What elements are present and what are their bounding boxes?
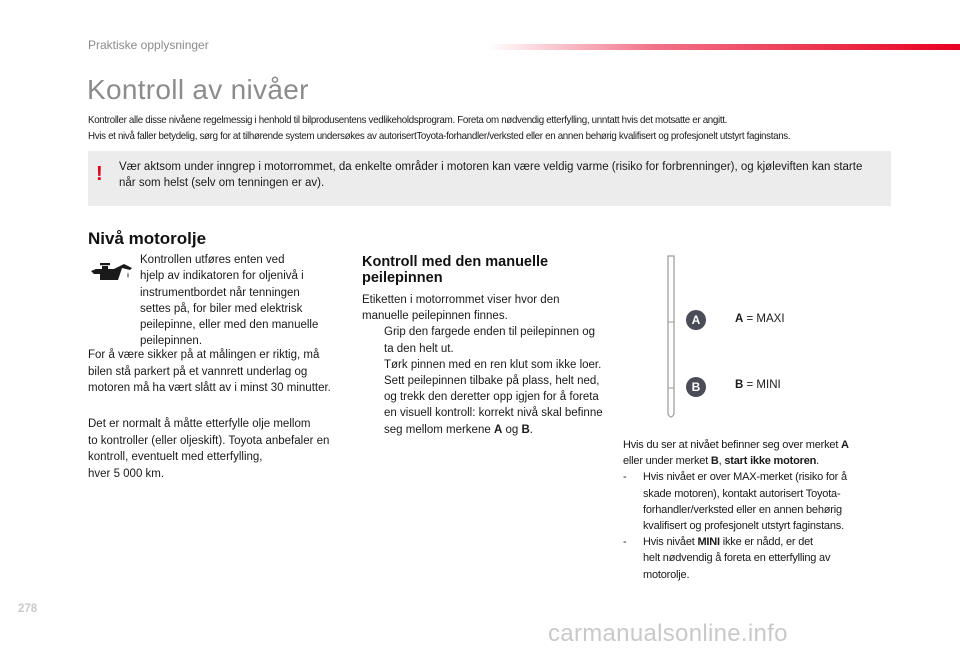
dipstick-intro-line: manuelle peilepinnen finnes. [362, 310, 508, 323]
list-item [362, 357, 627, 373]
measurement-line: motoren må ha vært slått av i minst 30 minutter. [88, 382, 331, 394]
mini-ref: MINI [697, 536, 720, 549]
mark-b-ref: B [710, 455, 719, 468]
intro-text [88, 112, 851, 144]
topup-line: to kontroller (eller oljeskift). Toyota anbefaler en [88, 434, 330, 447]
page-number: 278 [18, 603, 38, 615]
mark-a-label [735, 313, 785, 325]
page-title: Kontroll av nivåer [87, 74, 309, 105]
mark-b-text: = MINI [743, 379, 781, 391]
oil-check-line: hjelp av indikatoren for oljenivå i [140, 270, 304, 283]
mark-b-letter: B [735, 379, 744, 391]
dipstick-heading-line: peilepinnen [362, 270, 443, 286]
step-line: en visuell kontroll: korrekt nivå skal befinne [384, 407, 603, 420]
list-item [623, 469, 893, 534]
topup-line: hver 5 000 km. [88, 467, 165, 480]
mark-b-badge: B [686, 377, 706, 397]
oil-check-line: peilepinne, eller med den manuelle [140, 319, 319, 332]
mark-a-ref: A [841, 439, 849, 451]
dipstick-steps [362, 324, 627, 437]
step-line: og trekk den deretter opp igjen for å foreta [384, 391, 599, 404]
action-line: skade motoren), kontakt autorisert Toyota- [643, 487, 841, 500]
level-text: . [816, 455, 819, 468]
oil-can-icon [88, 258, 134, 288]
list-item [623, 534, 893, 583]
dipstick-illustration [660, 252, 682, 422]
action-line [643, 534, 893, 550]
level-text: , [718, 455, 725, 468]
dipstick-instructions [362, 292, 627, 438]
step-line: Tørk pinnen med en ren klut som ikke loer. [384, 358, 602, 371]
topup-line: kontroll, eventuelt med etterfylling, [88, 451, 263, 463]
level-warning-text [623, 437, 893, 583]
level-text: eller under merket [623, 455, 711, 468]
step-text: seg mellom merkene [384, 423, 494, 436]
action-line: forhandler/verksted eller en annen behørig [643, 503, 842, 516]
level-line [623, 453, 893, 469]
step-line: Sett peilepinnen tilbake på plass, helt ned, [384, 375, 600, 388]
level-line [623, 437, 893, 453]
oil-level-heading: Nivå motorolje [88, 229, 207, 248]
dash-marker: - [623, 471, 627, 484]
do-not-start-text: start ikke motoren [724, 455, 817, 468]
action-line: helt nødvendig å foreta en etterfylling av [643, 552, 831, 565]
oil-check-line: Kontrollen utføres enten ved [140, 254, 285, 266]
level-actions [623, 469, 893, 582]
level-text: Hvis du ser at nivået befinner seg over merket [623, 439, 842, 451]
dipstick-intro-line: Etiketten i motorrommet viser hvor den [362, 294, 560, 306]
action-text: Hvis nivået [643, 536, 698, 549]
step-line: Grip den fargede enden til peilepinnen og [384, 326, 595, 339]
measurement-line: For å være sikker på at målingen er riktig, må [88, 349, 320, 361]
topup-line: Det er normalt å måtte etterfylle olje mellom [88, 418, 311, 430]
oil-check-line: settes på, for biler med elektrisk [140, 302, 303, 315]
action-line: motorolje. [643, 568, 690, 581]
step-text: . [529, 423, 533, 436]
oil-check-line: instrumentbordet når tenningen [140, 286, 300, 299]
measurement-note [88, 347, 348, 397]
intro-line-1: Kontroller alle disse nivåene regelmessig i henhold til bilprodusentens vedlikeholdsprogram. Foreta om nødvendig etterfylling, unntatt hvis det motsatte er angitt. [88, 114, 728, 126]
mark-b-label [735, 379, 781, 391]
step-line: ta den helt ut. [384, 342, 454, 355]
dash-marker: - [623, 536, 627, 549]
oil-check-text [140, 252, 340, 350]
action-line: kvalifisert og profesjonelt utstyrt faginstans. [643, 520, 844, 533]
watermark: carmanualsonline.info [548, 620, 788, 647]
warning-text: Vær aktsom under inngrep i motorrommet, da enkelte områder i motoren kan være veldig varme (risiko for forbrenninger), og kjøleviften kan starte når som helst (selv om tenningen er av). [119, 161, 863, 189]
warning-exclamation-icon: ! [96, 163, 103, 185]
mark-a-ref: A [493, 423, 503, 436]
action-line: Hvis nivået er over MAX-merket (risiko for å [643, 471, 847, 484]
action-text: ikke er nådd, er det [719, 536, 813, 549]
mark-b-ref: B [521, 423, 530, 436]
dipstick-heading [362, 254, 602, 286]
step-text: og [502, 423, 522, 436]
measurement-line: bilen stå parkert på et vannrett underlag og [88, 365, 308, 378]
mark-a-letter: A [735, 313, 744, 325]
oil-check-line: peilepinnen. [140, 335, 203, 348]
header-accent-bar [488, 44, 960, 50]
section-header: Praktiske opplysninger [88, 38, 209, 52]
list-item [362, 373, 627, 438]
dipstick-heading-line: Kontroll med den manuelle [362, 254, 549, 270]
topup-note [88, 416, 350, 482]
list-item [362, 324, 627, 356]
mark-a-badge: A [686, 310, 706, 330]
intro-line-2: Hvis et nivå faller betydelig, sørg for at tilhørende system undersøkes av autorisertToyota-forhandler/verksted eller en annen behørig kvalifisert og profesjonelt utstyrt faginstans. [88, 130, 791, 142]
step-line [384, 422, 627, 438]
mark-a-text: = MAXI [743, 313, 785, 325]
